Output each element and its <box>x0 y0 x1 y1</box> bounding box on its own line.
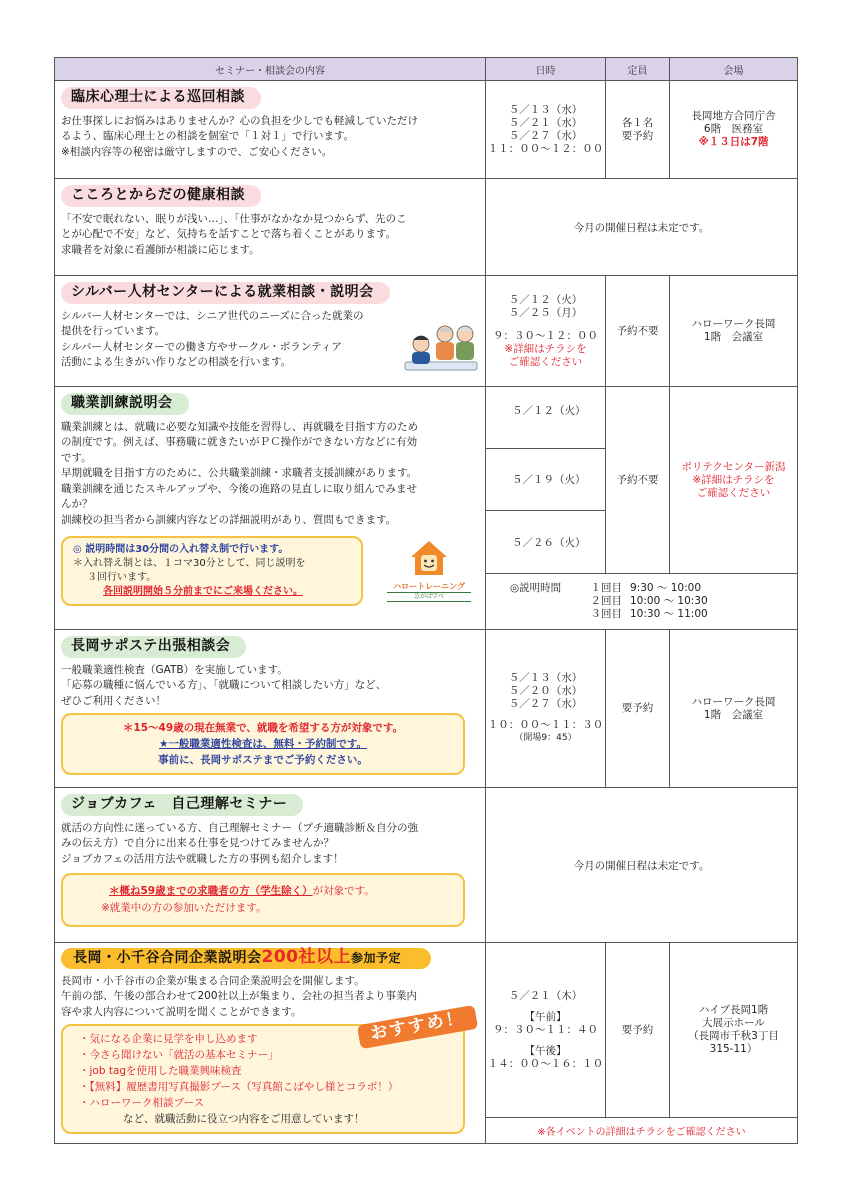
row4-date-1: ５／１２（火） <box>486 387 605 449</box>
row3-text-3: シルバー人材センターでの働き方やサークル・ボランティア <box>61 340 342 353</box>
sched-row-1 <box>510 582 793 595</box>
row1-title: 臨床心理士による巡回相談 <box>61 87 261 109</box>
row5-date-2: ５／２０（水） <box>508 685 583 697</box>
row3-time: ９：３０〜１２：００ <box>493 329 598 342</box>
row-joint-company-fair <box>55 943 798 1118</box>
row6-text-2: みの伝え方）で自分に出来る仕事を見つけてみませんか？ <box>61 837 334 849</box>
sched-time-1: 9:30 〜 10:00 <box>630 582 702 594</box>
row3-text-2: 提供を行っています。 <box>61 325 166 337</box>
sched-row-2 <box>510 595 793 608</box>
sched-row-3 <box>510 608 793 621</box>
row1-content <box>55 81 486 179</box>
row4-capacity: 予約不要 <box>606 387 670 574</box>
row6-note-1 <box>109 883 453 900</box>
row3-text-1: シルバー人材センターでは、シニア世代のニーズに合った就業の <box>61 309 364 322</box>
row1-time: １１：００〜１２：００ <box>487 142 604 155</box>
row4-content <box>55 387 486 630</box>
sched-time-2: 10:00 〜 10:30 <box>630 595 708 607</box>
row5-venue-1: ハローワーク長岡 <box>691 695 776 708</box>
row3-datetime <box>486 276 606 387</box>
row7-date: ５／２１（木） <box>508 989 583 1002</box>
row3-venue-1: ハローワーク長岡 <box>691 318 776 330</box>
row5-datetime <box>486 630 606 788</box>
row5-venue <box>670 630 798 788</box>
row7-venue-3: （長岡市千秋3丁目 <box>688 1030 779 1042</box>
row1-text-3: ※相談内容等の秘密は厳守しますので、ご安心ください。 <box>61 145 333 158</box>
row2-text-3: 求職者を対象に看護師が相談に応じます。 <box>61 243 260 256</box>
row-health-consultation <box>55 179 798 276</box>
row6-note-1-tail: が対象です。 <box>312 885 375 897</box>
row6-note-2: ※就業中の方の参加いただけます。 <box>101 902 267 914</box>
row6-schedule: 今月の開催日程は未定です。 <box>486 788 798 943</box>
row-clinical-psychologist <box>55 81 798 179</box>
hello-training-house-icon <box>409 539 449 577</box>
recommend-badge: おすすめ！ <box>357 1005 478 1049</box>
row4-venue <box>670 387 798 574</box>
row6-title: ジョブカフェ 自己理解セミナー <box>61 794 303 816</box>
row5-title: 長岡サポステ出張相談会 <box>61 636 246 658</box>
row3-venue-2: 1階 会議室 <box>703 331 764 343</box>
table-header-row <box>55 58 798 81</box>
row1-date-2: ５／２１（水） <box>508 116 583 129</box>
row7-pm-time: １４：００〜１６：１０ <box>487 1057 604 1070</box>
row1-capacity-2: 要予約 <box>621 129 654 142</box>
row1-date-1: ５／１３（水） <box>508 103 583 116</box>
row2-content <box>55 179 486 276</box>
row1-datetime <box>486 81 606 179</box>
row5-venue-2: 1階 会議室 <box>703 708 764 721</box>
row5-note-box <box>61 713 465 775</box>
row3-venue <box>670 276 798 387</box>
header-capacity: 定員 <box>606 58 670 81</box>
row5-text-2: 「応募の職種に悩んでいる方」、「就職について相談したい方」など、 <box>61 679 387 691</box>
row4-note-line-1: ＊入れ替え制とは、１コマ30分として、同じ説明を <box>73 558 306 569</box>
row2-text-1: 「不安で眠れない、眠りが浅い…」、「仕事がなかなか見つからず、先のこ <box>61 212 407 225</box>
row5-open-time: （開場9：45） <box>514 733 577 743</box>
row7-footer: など、就職活動に役立つ内容をご用意しています！ <box>123 1113 365 1125</box>
row7-item-1: ・気になる企業に見学を申し込めます <box>79 1033 258 1045</box>
row-vocational-training <box>55 387 798 574</box>
row3-date-2: ５／２５（月） <box>508 306 583 319</box>
row-silver-center <box>55 276 798 387</box>
row6-note-1-red: ＊概ね59歳までの求職者の方（学生除く） <box>109 885 313 897</box>
row7-pm-label: 【午後】 <box>524 1044 567 1057</box>
row7-capacity: 要予約 <box>606 943 670 1118</box>
hello-training-logo-sub: 急がば学べ <box>387 592 471 602</box>
row7-item-2: ・今さら聞けない「就活の基本セミナー」 <box>79 1049 279 1061</box>
row4-text-7: 訓練校の担当者から訓練内容などの詳細説明があり、質問もできます。 <box>61 513 397 526</box>
sched-ord-1: １回目 <box>590 582 622 594</box>
sched-time-3: 10:30 〜 11:00 <box>630 608 708 620</box>
row1-date-3: ５／２７（水） <box>508 129 583 142</box>
row3-note-2: ご確認ください <box>508 355 583 368</box>
row1-venue-1: 長岡地方合同庁舎 <box>691 110 776 122</box>
row3-text-4: 活動による生きがい作りなどの相談を行います。 <box>61 356 292 368</box>
row4-schedule <box>486 574 798 630</box>
row4-title: 職業訓練説明会 <box>61 393 189 415</box>
sched-ord-3: ３回目 <box>590 608 622 620</box>
row4-note-line-2: ３回行います。 <box>87 572 157 583</box>
seniors-consultation-illustration <box>403 318 481 374</box>
row4-text-4: 早期就職を目指す方のために、公共職業訓練・求職者支援訓練があります。 <box>61 467 418 479</box>
header-content: セミナー・相談会の内容 <box>55 58 486 81</box>
row4-date-3: ５／２６（火） <box>512 536 586 549</box>
row1-capacity <box>606 81 670 179</box>
row4-text-3: です。 <box>61 451 92 464</box>
row4-text-1: 職業訓練とは、就職に必要な知識や技能を習得し、再就職を目指す方のため <box>61 420 418 433</box>
row4-text-6: んか？ <box>61 498 93 510</box>
row5-text-3: ぜひご利用ください！ <box>61 694 166 707</box>
row5-note-2: ★一般職業適性検査は、無料・予約制です。 <box>158 738 368 750</box>
row7-bottom-note: ※各イベントの詳細はチラシをご確認ください <box>486 1118 798 1144</box>
row7-title-big: 200社以上 <box>261 947 351 967</box>
hello-training-logo <box>387 539 471 603</box>
row2-schedule: 今月の開催日程は未定です。 <box>486 179 798 276</box>
header-datetime: 日時 <box>486 58 606 81</box>
row-nagaoka-saposute <box>55 630 798 788</box>
row5-note-1: ＊15〜49歳の現在無業で、就職を希望する方が対象です。 <box>122 722 404 734</box>
row3-capacity: 予約不要 <box>606 276 670 387</box>
row7-item-3: ・job tagを使用した職業興味検査 <box>79 1065 242 1077</box>
row6-text-3: ジョブカフェの活用方法や就職した方の事例も紹介します！ <box>61 852 344 865</box>
row5-capacity: 要予約 <box>606 630 670 788</box>
row1-text-2: るよう、臨床心理士との相談を個室で「１対１」で行います。 <box>61 130 355 142</box>
seminar-table <box>54 57 798 1144</box>
row3-title: シルバー人材センターによる就業相談・説明会 <box>61 282 390 304</box>
row7-title-pre: 長岡・小千谷合同企業説明会 <box>73 950 262 966</box>
row7-venue <box>670 943 798 1118</box>
row5-date-1: ５／１３（水） <box>508 672 583 684</box>
row4-note-box <box>61 536 363 606</box>
row4-venue-3: ご確認ください <box>696 486 771 499</box>
row7-venue-2: 大展示ホール <box>702 1017 765 1029</box>
row1-venue <box>670 81 798 179</box>
row4-date-2: ５／１９（火） <box>486 449 605 511</box>
row7-title <box>61 948 431 969</box>
row1-text-1: お仕事探しにお悩みはありませんか？心の負担を少しでも軽減していただけ <box>61 114 418 127</box>
row7-venue-1: ハイブ長岡1階 <box>698 1004 769 1016</box>
row5-date-3: ５／２７（水） <box>508 698 583 710</box>
row7-item-4: ・【無料】履歴書用写真撮影ブース（写真館こばやし様とコラボ！） <box>79 1081 399 1093</box>
row4-venue-2: ※詳細はチラシを <box>692 473 775 486</box>
row2-title: こころとからだの健康相談 <box>61 185 261 207</box>
row3-content <box>55 276 486 387</box>
row6-content <box>55 788 486 943</box>
row5-content <box>55 630 486 788</box>
row7-text-2: 午前の部、午後の部合わせて200社以上が集まり、会社の担当者より事業内 <box>61 990 418 1002</box>
hello-training-logo-text: ハロートレーニング <box>393 582 465 591</box>
row6-text-1: 就活の方向性に迷っている方、自己理解セミナー（プチ適職診断＆自分の強 <box>61 821 418 834</box>
row4-venue-1: ポリテクセンター新潟 <box>681 460 786 473</box>
row7-am-label: 【午前】 <box>524 1010 567 1023</box>
row4-text-2: の制度です。例えば、事務職に就きたいがＰＣ操作ができない方などに有効 <box>61 436 418 448</box>
row3-note-1: ※詳細はチラシを <box>504 342 587 355</box>
header-venue: 会場 <box>670 58 798 81</box>
row5-note-3: 事前に、長岡サポステまでご予約ください。 <box>158 754 368 766</box>
row5-time: １０：００〜１１：３０ <box>487 719 604 731</box>
row4-text-5: 職業訓練を通じたスキルアップや、今後の進路の見直しに取り組んでみませ <box>61 482 417 495</box>
row6-note-box <box>61 873 465 927</box>
row1-venue-note: ※１３日は7階 <box>698 136 769 148</box>
row1-capacity-1: 各１名 <box>621 116 654 129</box>
row2-text-2: とが心配で不安」など、気持ちを話すことで落ち着くことがあります。 <box>61 228 397 240</box>
row4-note-head: ◎ 説明時間は30分間の入れ替え制で行います。 <box>73 544 289 555</box>
row1-venue-2: 6階 医務室 <box>703 123 764 135</box>
sched-label: ◎説明時間 <box>510 582 562 594</box>
row7-am-time: ９：３０〜１１：４０ <box>493 1023 598 1036</box>
row7-content <box>55 943 486 1144</box>
row5-text-1: 一般職業適性検査（GATB）を実施しています。 <box>61 663 288 676</box>
row4-note-red: 各回説明開始５分前までにご来場ください。 <box>103 586 303 597</box>
row7-text-1: 長岡市・小千谷市の企業が集まる合同企業説明会を開催します。 <box>61 974 365 987</box>
row3-date-1: ５／１２（火） <box>508 293 583 306</box>
sched-ord-2: ２回目 <box>590 595 622 607</box>
row7-text-3: 容や求人内容について説明を聞くことができます。 <box>61 1005 302 1018</box>
row7-title-post: 参加予定 <box>351 951 402 965</box>
row4-dates <box>486 387 606 574</box>
row7-datetime <box>486 943 606 1118</box>
row7-item-5: ・ハローワーク相談ブース <box>79 1097 205 1109</box>
row-job-cafe <box>55 788 798 943</box>
row7-venue-4: 315-11） <box>709 1043 758 1055</box>
